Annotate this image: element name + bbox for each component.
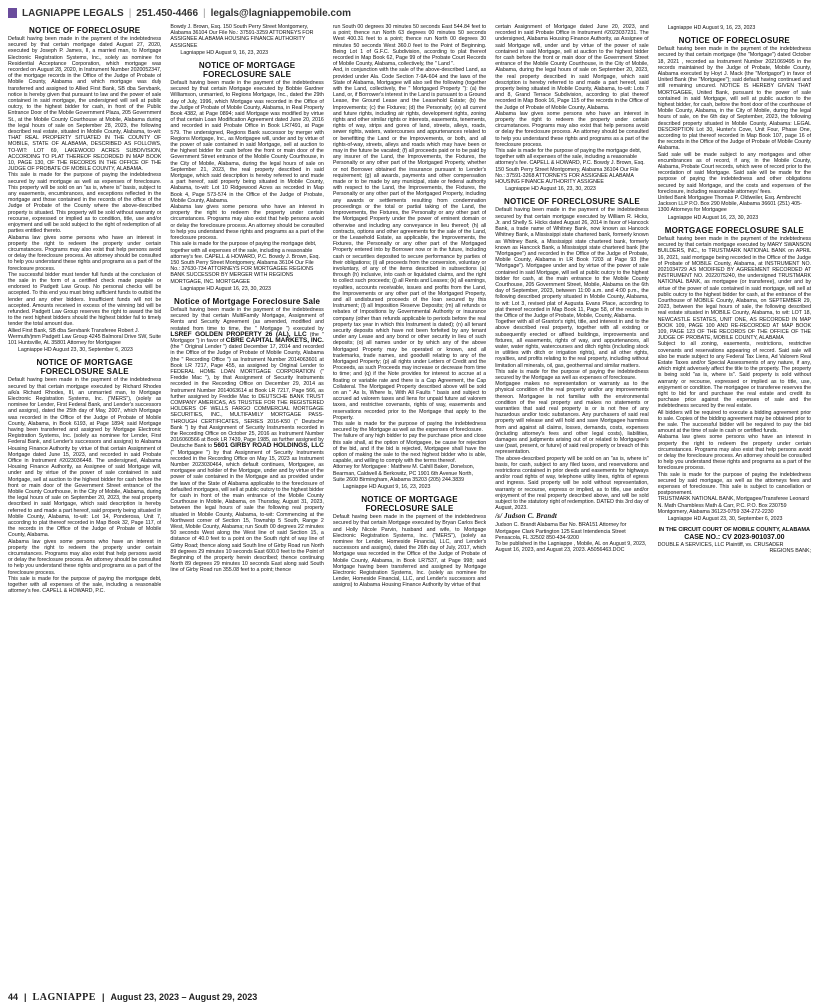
notice-paragraph: Default having been made in the payment of the indebtedness secured by that certain mortgage dated August 27, 2020, executed by Joseph P. James, II, a married man, to Mortgage Electronic Registration Systems, Inc., solely as nominee for Residential Acceptance Corporation, which mortgage was recorded on August 28, 2020, in Instrument Number 2020052347, of the mortgage records in the Office of the Judge of Probate of Mobile County, Alabama and which mortgage was duly transferred and assigned to Allied First Bank, SB dba Servbank, notice is hereby given that pursuant to law and the power of sale contained in said mortgage, the undersigned will sell at public outcry, to the highest bidder for cash, in front of the Public Entrance Door of the Mobile Government Plaza, 205 Government St., at the Mobile County Courthouse at Mobile, Alabama during the legal hours of sale on September 28, 2023, the following described real estate, situated in Mobile County, Alabama, to-wit: THAT REAL PROPERTY SITUATED IN THE COUNTY OF MOBILE, STATE OF ALABAMA, DESCRIBED AS FOLLOWS, TO-WIT: LOT 69, LAKEWOOD ACRES SUBDIVISION, ACCORDING TO PLAT THEREOF RECORDED IN MAP BOOK 10, PAGE 130, OF THE RECORDS IN THE OFFICE OF THE JUDGE OF PROBATE OF MOBILE COUNTY, ALABAMA. xyxy=(8,36,162,173)
notice-paragraph: This sale is made for the purpose of paying the indebtedness secured by the Mortgage as well as the expenses of foreclosure. xyxy=(332,421,487,434)
notice-heading: NOTICE OF MORTGAGE FORECLOSURE SALE xyxy=(361,495,458,514)
notice-heading: NOTICE OF MORTGAGE FORECLOSURE SALE xyxy=(198,61,296,80)
notice-paragraph: Default having been made in the payment of the indebtedness secured by that certain mortgage executed by MARY SWANSON BUILDERS, INC., to TRUSTMARK NATIONAL BANK on APRIL 16, 2021, said mortgage being recorded in the Office of the Judge of Probate of MOBILE County, Alabama, at INSTRUMENT NO. 2021034729 AS MODIFIED BY AGREEMENT RECORDED AT INSTRUMENT NO. 2022075240, the undersigned TRUSTMARK NATIONAL BANK, as mortgagee (or transferee), under and by virtue of the power of sale contained in said mortgage, will sell at public outcry to the highest bidder for cash, at the entrance of the Courthouse of MOBILE County, Alabama, on SEPTEMBER 29, 2023, between the legal hours of sale, the following described real estate situated in MOBILE County, Alabama, to wit: LOT 18, NEWCASTLE ESTATES, UNIT ONE, AS RECORDED IN MAP BOOK 109, PAGE 100 AND RE-RECORDED AT MAP BOOK 109, PAGE 123 OF THE RECORDS OF THE OFFICE OF THE JUDGE OF PROBATE, MOBILE COUNTY, ALABAMA xyxy=(657,235,812,342)
notice-paragraph: Default having been made in the payment of the indebtedness secured by that certain mortgage (the "Mortgage") dated October 18, 2021 , recorded as Instrument Number 2021069495 in the records maintained by the Judge of Probate, Mobile County, Alabama executed by Hoyt J. Mack (the "Mortgagor") in favor of United Bank (the "Mortgagee"); said default having continued and still remaining uncured. NOTICE IS HEREBY GIVEN THAT MORTGAGEE, United Bank, pursuant to the power of sale contained in said Mortgage, will sell at public auction to the highest bidder, for cash, before the front door of the courthouse of Mobile County, Alabama, in the City of Mobile, during the legal hours of sale, on the 6th day of September, 2023, the following described property situated in Mobile County, Alabama: LEGAL DESCRIPTION Lot 30, Hunter's Cove, Unit Four, Phase One, according to plat thereof recorded in Map Book 107, page 16 of the records in the Office of the Judge of Probate of Mobile County Alabama. xyxy=(657,46,812,152)
column-4 xyxy=(495,24,648,986)
notice-paragraph: Default having been made in the payment of the indebtedness secured by that certain Mortgage executed by Bryan Carlos Beck and Holly Nicole Parvin, husband and wife, to Mortgage Electronic Registration Systems, Inc. ("MERS"), (solely as nominee for Lender, Homeside Financial, LLC, and Lender's successors and assigns), dated the 26th day of July, 2017, which Mortgage was recorded in the Office of the Judge of Probate of Mobile County, Alabama, in Book LR7537, at Page 998; said Mortgage having been transferred and assigned by Mortgage Electronic Registration Systems, Inc. (solely as nominee for Lender, Homeside Financial, LLC, and Lender's successors and assigns) to Alabama Housing Finance Authority by virtue of that xyxy=(332,514,487,589)
notice-heading: NOTICE OF FORECLOSURE xyxy=(29,26,141,35)
publication-dates: Lagniappe HD August 9, 16, 23, 2023 xyxy=(667,25,756,31)
notice-paragraph: Subject to all zoning, easements, restrictions, restrictive covenants and reservations appearing of record. Said sale will also be made subject to any Federal Tax Liens, Ad Valorem Real Estate Taxes and/or Special Assessments of any nature, if any, which might adversely affect the title to the property. The property is being sold "as is, where is". Said property is sold without warranty or recourse, expressed or implied as to title, use, enjoyment or condition. The mortgagee or transferee reserves the right to bid for and purchase the real estate and credit its purchase price against the expenses of sale and the indebtedness secured by the real estate. xyxy=(657,341,812,410)
notice-paragraph: The successful bidder must tender full funds at the conclusion of the sale in the form of a certified check made payable or endorsed to Padgett Law Group. No personal checks will be accepted. To this end you must bring sufficient funds to outbid the lender and any other bidders. Insufficient funds will not be accepted. Amounts received in excess of the winning bid will be refunded. Padgett Law Group reserves the right to award the bid to the next highest bidders should the highest bidder fail to timely tender the total amount due. xyxy=(8,271,162,328)
divider: | xyxy=(128,7,132,19)
signature-line: /s/ Judson C. Brandt xyxy=(495,513,558,521)
mortgagor-name: LSREF GOLDEN PROPERTY 26 (AL), LLC xyxy=(170,330,307,338)
notice-paragraph: And, in conjunction with the sale of the above-described Land, as provided under Ala. Code Section 7-9A-604 and the laws of the State of Alabama, Mortgagee will also sell the following (together with the Land, collectively, the " Mortgaged Property "): (a) the Land, or, if Borrower's interest in the Land is pursuant to a Ground Lease, the Ground Lease and the Leasehold Estate; (b) the Improvements; (c) the Fixtures; (d) the Personalty; (e) all current and future rights, including air rights, development rights, zoning rights and other similar rights or interests, easements, tenements, rights of way, strips and gores of land, streets, alleys, roads, sewer rights, waters, watercourses and appurtenances related to or benefitting the Land or the Improvements, or both, and all rights-of-way, streets, alleys and roads which may have been or may in the future be vacated; (f) all proceeds paid or to be paid by any insurer of the Land, the Improvements, the Fixtures, the Personalty or any other part of the Mortgaged Property, whether or not Borrower obtained the insurance pursuant to Lender's requirement; (g) all awards, payments and other compensation made or to be made by any municipal, state or federal authority with respect to the Land, the Improvements, the Fixtures, the Personalty or any other part of the Mortgaged Property, including any awards or settlements resulting from condemnation proceedings or the total or partial taking of the Land, the Improvements, the Fixtures, the Personalty or any other part of the Mortgaged Property under the power of eminent domain or otherwise and including any conveyance in lieu thereof; (h) all contracts, options and other agreements for the sale of the Land, or the Leasehold Estate, as applicable, the Improvements, the Fixtures, the Personalty or any other part of the Mortgaged Property entered into by Borrower now or in the future, including cash or securities deposited to secure performance by parties of their obligations; (i) all proceeds from the conversion, voluntary or involuntary, of any of the items described in subsections (a) through (h) inclusive, into cash or liquidated claims, and the right to collect such proceeds; (j) all Rents and Leases; (k) all earnings, royalties, accounts receivable, issues and profits from the Land, the Improvements or any other part of the Mortgaged Property, and all undisbursed proceeds of the loan secured by this Instrument; (l) all Imposition Reserve Deposits; (m) all refunds or rebates of Impositions by Governmental Authority or insurance company (other than refunds applicable to periods before the real property tax year in which this Instrument is dated); (n) all tenant security deposits which have not been forfeited by any tenant under any Lease and any bond or other security in lieu of such deposits; (o) all names under or by which any of the above Mortgaged Property may be operated or known, and all trademarks, trade names, and goodwill relating to any of the Mortgaged Property; (p) all rights under Letters of Credit and the Proceeds, as such Proceeds may increase or decrease from time to time; and (q) if the Note provides for interest to accrue at a floating or variable rate and there is a Cap Agreement, the Cap Collateral. The Mortgaged Property described above will be sold on an " As Is, Where Is, With All Faults " basis and subject to accrued ad valorem taxes and liens for unpaid future ad valorem taxes, and restrictive covenants, rights of way, easements and reservations recorded prior to the Mortgage that apply to the Property. xyxy=(332,67,487,421)
case-parties: REGIONS BANK; xyxy=(769,547,812,554)
publication-dates: Lagniappe HD August 23, 30, September 6, 2023 xyxy=(667,516,783,523)
divider: | xyxy=(24,992,27,1002)
mortgagee-name: 5601 GIRBY ROAD HOLDINGS, LLC xyxy=(213,442,324,450)
column-2 xyxy=(170,24,323,986)
notice-paragraph: This sale is made for the purpose of paying the indebtedness secured by said mortgage as well as expenses of foreclosure. This property will be sold on an "as is, where is" basis, subject to any easements, encumbrances, and exceptions reflected in the mortgage and those contained in the records of the office of the Judge of Probate of the County where the above-described property is situated. This property will be sold without warranty or recourse, expressed or implied as to condition, title, use and/or enjoyment and will be sold subject to the right of redemption of all parties entitled thereto. xyxy=(8,172,162,235)
text-run: (" Mortgagee ") by that Assignment of Security Instruments recorded in the Recording Office on May 15, 2023 as Instrument Number 2023030464, which default continues, Mortgagee, as mortgagee and holder of the Mortgage, under and by virtue of the power of sale contained in the Mortgage and as provided under the laws of the State of Alabama applicable to the foreclosure of defaulted mortgages, will sell at public outcry to the highest bidder for cash in front of the main entrance of the Mobile County Courthouse in Mobile, Alabama, on Thursday, August 31, 2023, between the legal hours of sale the following real property situated in Mobile County, Alabama, to-wit: Commencing at the Northwest corner of Section 15, Township 5 South, Range 2 West, Mobile County, Alabama; run South 00 degrees 22 minutes 50 seconds West along the West line of said Section 15, a distance of 40.0 feet to a point on the South right of way line of Girby Road; thence along said South line of Girby Road run North 89 degrees 29 minutes 10 seconds East 600.0 feet to the Point of Beginning of the property herein described; thence continuing North 89 degrees 29 minutes 10 seconds East along said South line of Girby Road run 355.08 feet to a point; thence xyxy=(170,449,324,574)
notice-paragraph: certain Assignment of Mortgage dated June 20, 2023, and recorded in said Probate Office in Instrument #2023037231. The undersigned, Alabama Housing Finance Authority, as Assignee of said Mortgage will, under and by virtue of the power of sale contained in said Mortgage, sell at auction to the highest bidder for cash before the front or main door of the Government Street entrance of the Mobile County Courthouse, in the City of Mobile, Alabama, during the legal hours of sale on September 20, 2023, the real property described in said Mortgage, which said description is hereby referred to and made a part hereof, said property being situated in Mobile County, Alabama, to-wit: Lots 7 and 8, Grand Terrace Subdivision, according to plat thereof recorded in Map Book 16, Page 115 of the records in the Office of the Judge of Probate of Mobile County, Alabama. xyxy=(495,24,649,111)
notice-heading: MORTGAGE FORECLOSURE SALE xyxy=(664,225,804,235)
notice-signature: Bowdy J. Brown, Esq. 150 South Perry Street Montgomery, Alabama 36104 Our File No.: 37591-3259 ATTORNEYS FOR ASSIGNEE ALABAMA HOUSING FINANCE AUTHORITY ASSIGNEE xyxy=(170,24,314,49)
notice-paragraph: The failure of any high bidder to pay the purchase price and close this sale shall, at the option of Mortgagee, be cause for rejection of the bid, and if the bid is rejected, Mortgagee shall have the option of making the sale to the next highest bidder who is able, capable, and willing to comply with the terms thereof. xyxy=(332,433,487,465)
publication-dates: Lagniappe HD August 23, 30, September 6, 2023 xyxy=(18,347,133,354)
legal-columns xyxy=(8,24,811,986)
notice-signature: Attorney for Mortgagee : Matthew M. Cahill Baker, Donelson, Bearman, Caldwell & Berkowitz, PC 1901 6th Avenue North, Suite 2600 Birmingham, Alabama 35203 (205) 244.3839 xyxy=(332,464,475,483)
issue-dates: August 23, 2023 – August 29, 2023 xyxy=(110,992,258,1002)
notice-paragraph: Alabama law gives some persons who have an interest in property the right to redeem the property under certain circumstances. Programs may also exist that help persons avoid or delay the foreclosure process. An attorney should be consulted to help you understand these rights and programs as a part of the foreclosure process. xyxy=(8,538,162,576)
notice-paragraph: Alabama law gives some persons who have an interest in property the right to redeem the property under certain circumstances. Programs may also exist that help persons avoid or delay the foreclosure process. An attorney should be consulted to help you understand these rights and programs as a part of the foreclosure process. xyxy=(495,110,649,148)
case-parties: DOUBLE A SERVICES, LLC Plaintiff, vs. CRUSADER xyxy=(657,541,784,548)
notice-paragraph: Default having been made in the payment of the indebtedness secured by that certain mortgage executed by Richard Rhodes a/k/a Richard Rhodes, III, an unmarried man, to Mortgage Electronic Registration Systems, Inc. ("MERS"), (solely as nominee for Lender, First Federal Bank, and Lender's successors and assigns), dated the 25th day of May, 2007, which Mortgage was recorded in the Office of the Judge of Probate of Mobile County, Alabama, in Book 6193, at Page 1894; said Mortgage having been transferred and assigned by Mortgage Electronic Registration Systems, Inc. (solely as nominee for Lender, First Federal Bank, and Lender's successors and assigns) to Alabama Housing Finance Authority by virtue of that certain Assignment of Mortgage dated June 15, 2023, and recorded in said Probate Office in Instrument #2023036448. The undersigned, Alabama Housing Finance Authority, as Assignee of said Mortgage will, under and by virtue of the power of sale contained in said Mortgage, sell at auction to the highest bidder for cash before the front or main door of the Government Street entrance of the Mobile County Courthouse, in the City of Mobile, Alabama, during the legal hours of sale on September 20, 2023, the real property described in said Mortgage, which said description is hereby referred to and made a part hereof, said property being situated in Mobile County, Alabama, to-wit: Lot 14, Ponderosa, Unit 7, according to plat thereof recorded in Map Book 32, Page 117, of the records in the Office of the Judge of Probate of Mobile County, Alabama. xyxy=(8,377,162,539)
notice-heading: Notice of Mortgage Foreclosure Sale xyxy=(174,296,321,306)
notice-paragraph: run South 00 degrees 30 minutes 50 seconds East 544.84 feet to a point; thence run North 63 degrees 00 minutes 50 seconds West 400.31 feet to a point; thence run North 00 degrees 30 minutes 50 seconds West 360.0 feet to the Point of Beginning. Being Lot 1 of G.F.C. Subdivision, according to plat thereof recorded in Map Book 62, Page 99 of the Probate Court Records of Mobile County, Alabama, collectively, the " Land ". xyxy=(332,24,487,68)
column-1 xyxy=(8,24,161,986)
notice-signature: This sale is made for the purpose of paying the mortgage debt, together with all expenses of the sale, including a reasonable attorney's fee. CAPELL & HOWARD, P.C. Bowdy J. Brown, Esq. 150 South Perry Street Montgomery, Alabama 36104 Our File No.: 37591-3268 ATTORNEYS FOR ASSIGNEE ALABAMA HOUSING FINANCE AUTHORITY ASSIGNEE xyxy=(495,148,645,186)
notice-paragraph: This sale is made for the purpose of paying the indebtedness secured by said mortgage, as well as the attorneys fees and expenses of foreclosure. This sale is subject to cancellation or postponement. xyxy=(657,471,812,497)
publication-dates: Lagniappe HD August 16, 23, 30, 2023 xyxy=(505,186,596,193)
notice-paragraph: Said sale will be made subject to any mortgages and other encumbrances as of record, if any, in the Mobile County, Alabama, Probate Court records, which were of record prior to the recordation of said Mortgage. Said sale will be made for the purpose of paying the indebtedness and other obligations secured by said Mortgage, and the costs and expenses of the foreclosure, including reasonable attorneys' fees. xyxy=(657,151,812,195)
court-name: IN THE CIRCUIT COURT OF MOBILE COUNTY, ALABAMA xyxy=(658,527,811,534)
notice-paragraph xyxy=(170,307,323,574)
notice-signature: Judson C. Brandt Alabama Bar No. BRA151 Attorney for Mortgagee Clark Partington 125 East Intendencia Street Pensacola, FL 32502 850-434-9200 xyxy=(495,522,627,541)
page-header xyxy=(8,5,811,21)
notice-paragraph: Alabama law gives some persons who have an interest in property the right to redeem the property under certain circumstances. Programs may also exist that help persons avoid or delay the foreclosure process. An attorney should be consulted to help you understand these rights and programs as a part of the foreclosure process. xyxy=(170,204,324,242)
publication-dates: To be published in the Lagniappe , Mobile, AL on August 9, 2023, August 16, 2023, and August 23, 2023. A5056463.DOC xyxy=(495,541,647,554)
email-link[interactable]: legals@lagniappemobile.com xyxy=(210,7,351,19)
notice-signature: TRUSTMARK NATIONAL BANK, Mortgagee/Transferee Leonard N. Math Chambless Math & Carr, P.C. P.O. Box 230759 Montgomery, Alabama 36123-0759 334-272-2230 xyxy=(657,496,809,515)
notice-heading: NOTICE OF MORTGAGE FORECLOSURE SALE xyxy=(36,358,133,377)
page-footer xyxy=(8,990,811,1004)
publication-dates: Lagniappe HD August 16, 23, 30, 2023 xyxy=(667,214,759,221)
column-5 xyxy=(658,24,811,986)
notice-paragraph: The above-described property will be sold on an "as is, where is" basis, for cash, subject to any filed taxes, and reservations and restrictions contained in prior deeds and easements for highways and/or road rights of way, telephone utility lines, rights of egress and ingress. Said property will be sold without representation, warranty or recourse, express or implied, as to title, use and/or enjoyment of the real property described above, and will be sold subject to the statutory right of redemption. DATED this 3rd day of August, 2023. xyxy=(495,455,649,512)
phone-number: 251.450-4466 xyxy=(136,7,199,19)
notice-paragraph: This sale is made for the purpose of paying the indebtedness secured by the Mortgage as well as expenses of foreclosure. xyxy=(495,368,649,381)
publication-dates: Lagniappe HD August 16, 23, 30, 2023 xyxy=(180,285,271,292)
notice-signature: This sale is made for the purpose of paying the mortgage debt, together with all expenses of the sale, including a reasonable attorney's fee. CAPELL & HOWARD, P.C. Bowdy J. Brown, Esq. 150 South Perry Street Montgomery, Alabama 36104 Our File No.: 37630-734 ATTORNEYS FOR MORTGAGEE REGIONS BANK SUCCESSOR BY MERGER WITH REGIONS MORTGAGE, INC. MORTGAGEE xyxy=(170,241,320,285)
case-number: CASE NO.: CV 2023-901037.00 xyxy=(684,533,785,541)
publication-dates: Lagniappe HD August 9, 16, 23, 2023 xyxy=(342,484,431,491)
notice-paragraph: This sale is made for the purpose of paying the mortgage debt, together with all expenses of the sale, including a reasonable attorney's fee. CAPELL & HOWARD, P.C. xyxy=(8,575,162,595)
publication-name: LAGNIAPPE LEGALS xyxy=(22,7,124,19)
notice-paragraph: Default having been made in the payment of the indebtedness secured by that certain mortgage executed by William R. Hicks, Jr. and Shelly S. Hicks dated August 26, 2014 in favor of Hancock Bank, a trade name of Whitney Bank, now known as Hancock Whitney Bank, a Mississippi state chartered bank, formerly known as Whitney Bank, a Mississippi state chartered bank, formerly known as Hancock Bank, a Mississippi state chartered bank (the "Mortgagee") and recorded in the Office of the Judge of Probate, Mobile County, Alabama in LR Book 7203 at Page 93 (the "Mortgage"). Mortgagee under and by virtue of the power of sale contained in said Mortgage, will sell at public outcry to the highest bidder for cash, at the main entrance to the Mobile County Courthouse, 205 Government Street, Mobile, Alabama on the 6th day of September, 2023, between 11:00 a.m. and 4:00 p.m., the following described property situated in Mobile County, Alabama, to wit: Lot 3, revised plat of Augusta Evans Place, according to plat thereof recorded in Map Book 11, Page 58, of the records in the Office of the Judge of Probate, Mobile, County, Alabama. xyxy=(495,207,649,319)
notice-paragraph: All bidders will be required to execute a bidding agreement prior to sale. Copies of the bidding agreement may be obtained prior to the sale. The successful bidder will be required to pay the bid amount at the time of sale in cash or certified funds. xyxy=(657,409,812,435)
publication-brand: LAGNIAPPE xyxy=(32,991,96,1003)
notice-signature: Allied First Bank, SB dba Servbank Transferee Robert J. Wermuth/jmm Padgett Law Group 4245 Balmoral Drive SW, Suite 101 Huntsville, AL 35801 Attorney for Mortgagee xyxy=(8,327,161,346)
page-number: 44 xyxy=(8,992,19,1002)
divider: | xyxy=(203,7,206,19)
notice-paragraph: Mortgagee makes no representation or warranty as to the physical condition of the real property and/or any improvements thereon. Mortgagee is not familiar with the environmental condition of the real property and makes no statements or warranties that said real property is or is not free of any hazardous and/or toxic substances. Any purchasers of said real property will release and will hold and save Mortgagee harmless from and against all claims, losses, demands, costs, expenses (including attorney's fees and other legal costs), liabilities, damages and judgments arising out of or related to Mortgagee's use (past, present, or future) of said real property or breach of this representation. xyxy=(495,381,649,456)
notice-heading: NOTICE OF FORECLOSURE xyxy=(678,36,790,46)
divider: | xyxy=(101,992,105,1002)
publication-dates: Lagniappe HD August 9, 16, 23, 2023 xyxy=(180,49,269,56)
notice-paragraph: Alabama law gives some persons who have an interest in property the right to redeem the property under certain circumstances. Programs may also exist that help persons avoid or delay the foreclosure process. An attorney should be consulted to help you understand these rights and programs as a part of the foreclosure process. xyxy=(657,434,812,472)
text-run: Default having been made in the payment of the indebtedness secured by that certain MultiFamily Mortgage, Assignment of Rents and Security Agreement (as amended, modified and restated from time to time, the " Mortgage ") executed by xyxy=(170,306,324,332)
notice-paragraph: Together with all of Grantor's right, title, and interest in and to the above described real property, together with all existing or subsequently erected or affixed buildings, improvements and fixtures, all easements, rights of way, and appurtenances, all water, water rights, watercourses and ditch rights (including stock in utilities with ditch or irrigation rights), and all other rights, royalties, and profits relating to the real property, including without limitation all minerals, oil, gas, geothermal and similar matters. xyxy=(495,319,649,369)
lender-name: CBRE CAPITAL MARKETS, INC. xyxy=(225,336,324,344)
notice-heading: NOTICE OF FORECLOSURE SALE xyxy=(503,197,640,207)
column-3 xyxy=(333,24,486,986)
notice-paragraph: Alabama law gives some persons who have an interest in property the right to redeem the property under certain circumstances. Programs may also exist that help persons avoid or delay the foreclosure process. An attorney should be consulted to help you understand these rights and programs as a part of the foreclosure process. xyxy=(8,234,162,272)
section-marker-icon xyxy=(8,8,17,18)
text-run: (the " Mortgagor ") in favor of xyxy=(170,331,324,344)
notice-signature: United Bank Mortgagee Thomas P. Oldweiler, Esq. Armbrecht Jackson LLP P.O. Box 290 Mobile, Alabama 36601 (251) 405-1300 Attorneys for Mortgagee xyxy=(657,195,802,214)
notice-paragraph: Default having been made in the payment of the indebtedness secured by that certain Mortgage executed by Bobbie Gardner Williamson, unmarried, to Regions Mortgage, Inc., dated the 29th day of July, 1996, which Mortgage was recorded in the Office of the Judge of Probate of Mobile County, Alabama, in Real Property Book 4382, at Page 0894; said Mortgage was modified by virtue of that certain Loan Modification Agreement dated June 20, 2016 and recorded in said Probate Office in Book LR7491, at Page 579. The undersigned, Regions Bank successor by merger with Regions Mortgage, Inc., as Mortgagee will, under and by virtue of the power of sale contained in said Mortgage, sell at auction to the highest bidder for cash before the front or main door of the Government Street entrance of the Mobile County Courthouse, in the City of Mobile, Alabama, during the legal hours of sale on September 21, 2023, the real property described in said Mortgage, which said description is hereby referred to and made a part hereof, said property being situated in Mobile County, Alabama, to-wit: Lot 10 Ridgewood Acres as recorded in Map Book 4, Page 573-574 in the Office of the Judge of Probate, Mobile County, Alabama. xyxy=(170,80,324,204)
text-run: (the " Original Lender ") dated December 17, 2014 and recorded in the Office of the Judge of Probate of Mobile County, Alabama (the " Recording Office ") as Instrument Number 2014063601 at Book LR 7217, Page 455, as assigned by Original Lender to FEDERAL HOME LOAN MORTGAGE CORPORATION (" Freddie Mac "), by that Assignment of Security Instruments recorded in the Recording Office on December 29, 2014 as Instrument Number 2014063614 at Book LR 7217, Page 566, as further assigned by Freddie Mac to DEUTSCHE BANK TRUST COMPANY AMERICAS, AS TRUSTEE FOR THE REGISTERED HOLDERS OF WELLS FARGO COMMERCIAL MORTGAGE SECURITIES, INC., MULTIFAMILY MORTGAGE PASS-THROUGH CERTIFICATES, SERIES 2016-K50 (" Deutsche Bank ") by that Assignment of Security Instruments recorded in the Recording Office on October 25, 2016 as Instrument Number 2016060566 at Book LR 7439, Page 1985, as further assigned by Deutsche Bank to xyxy=(170,344,324,450)
